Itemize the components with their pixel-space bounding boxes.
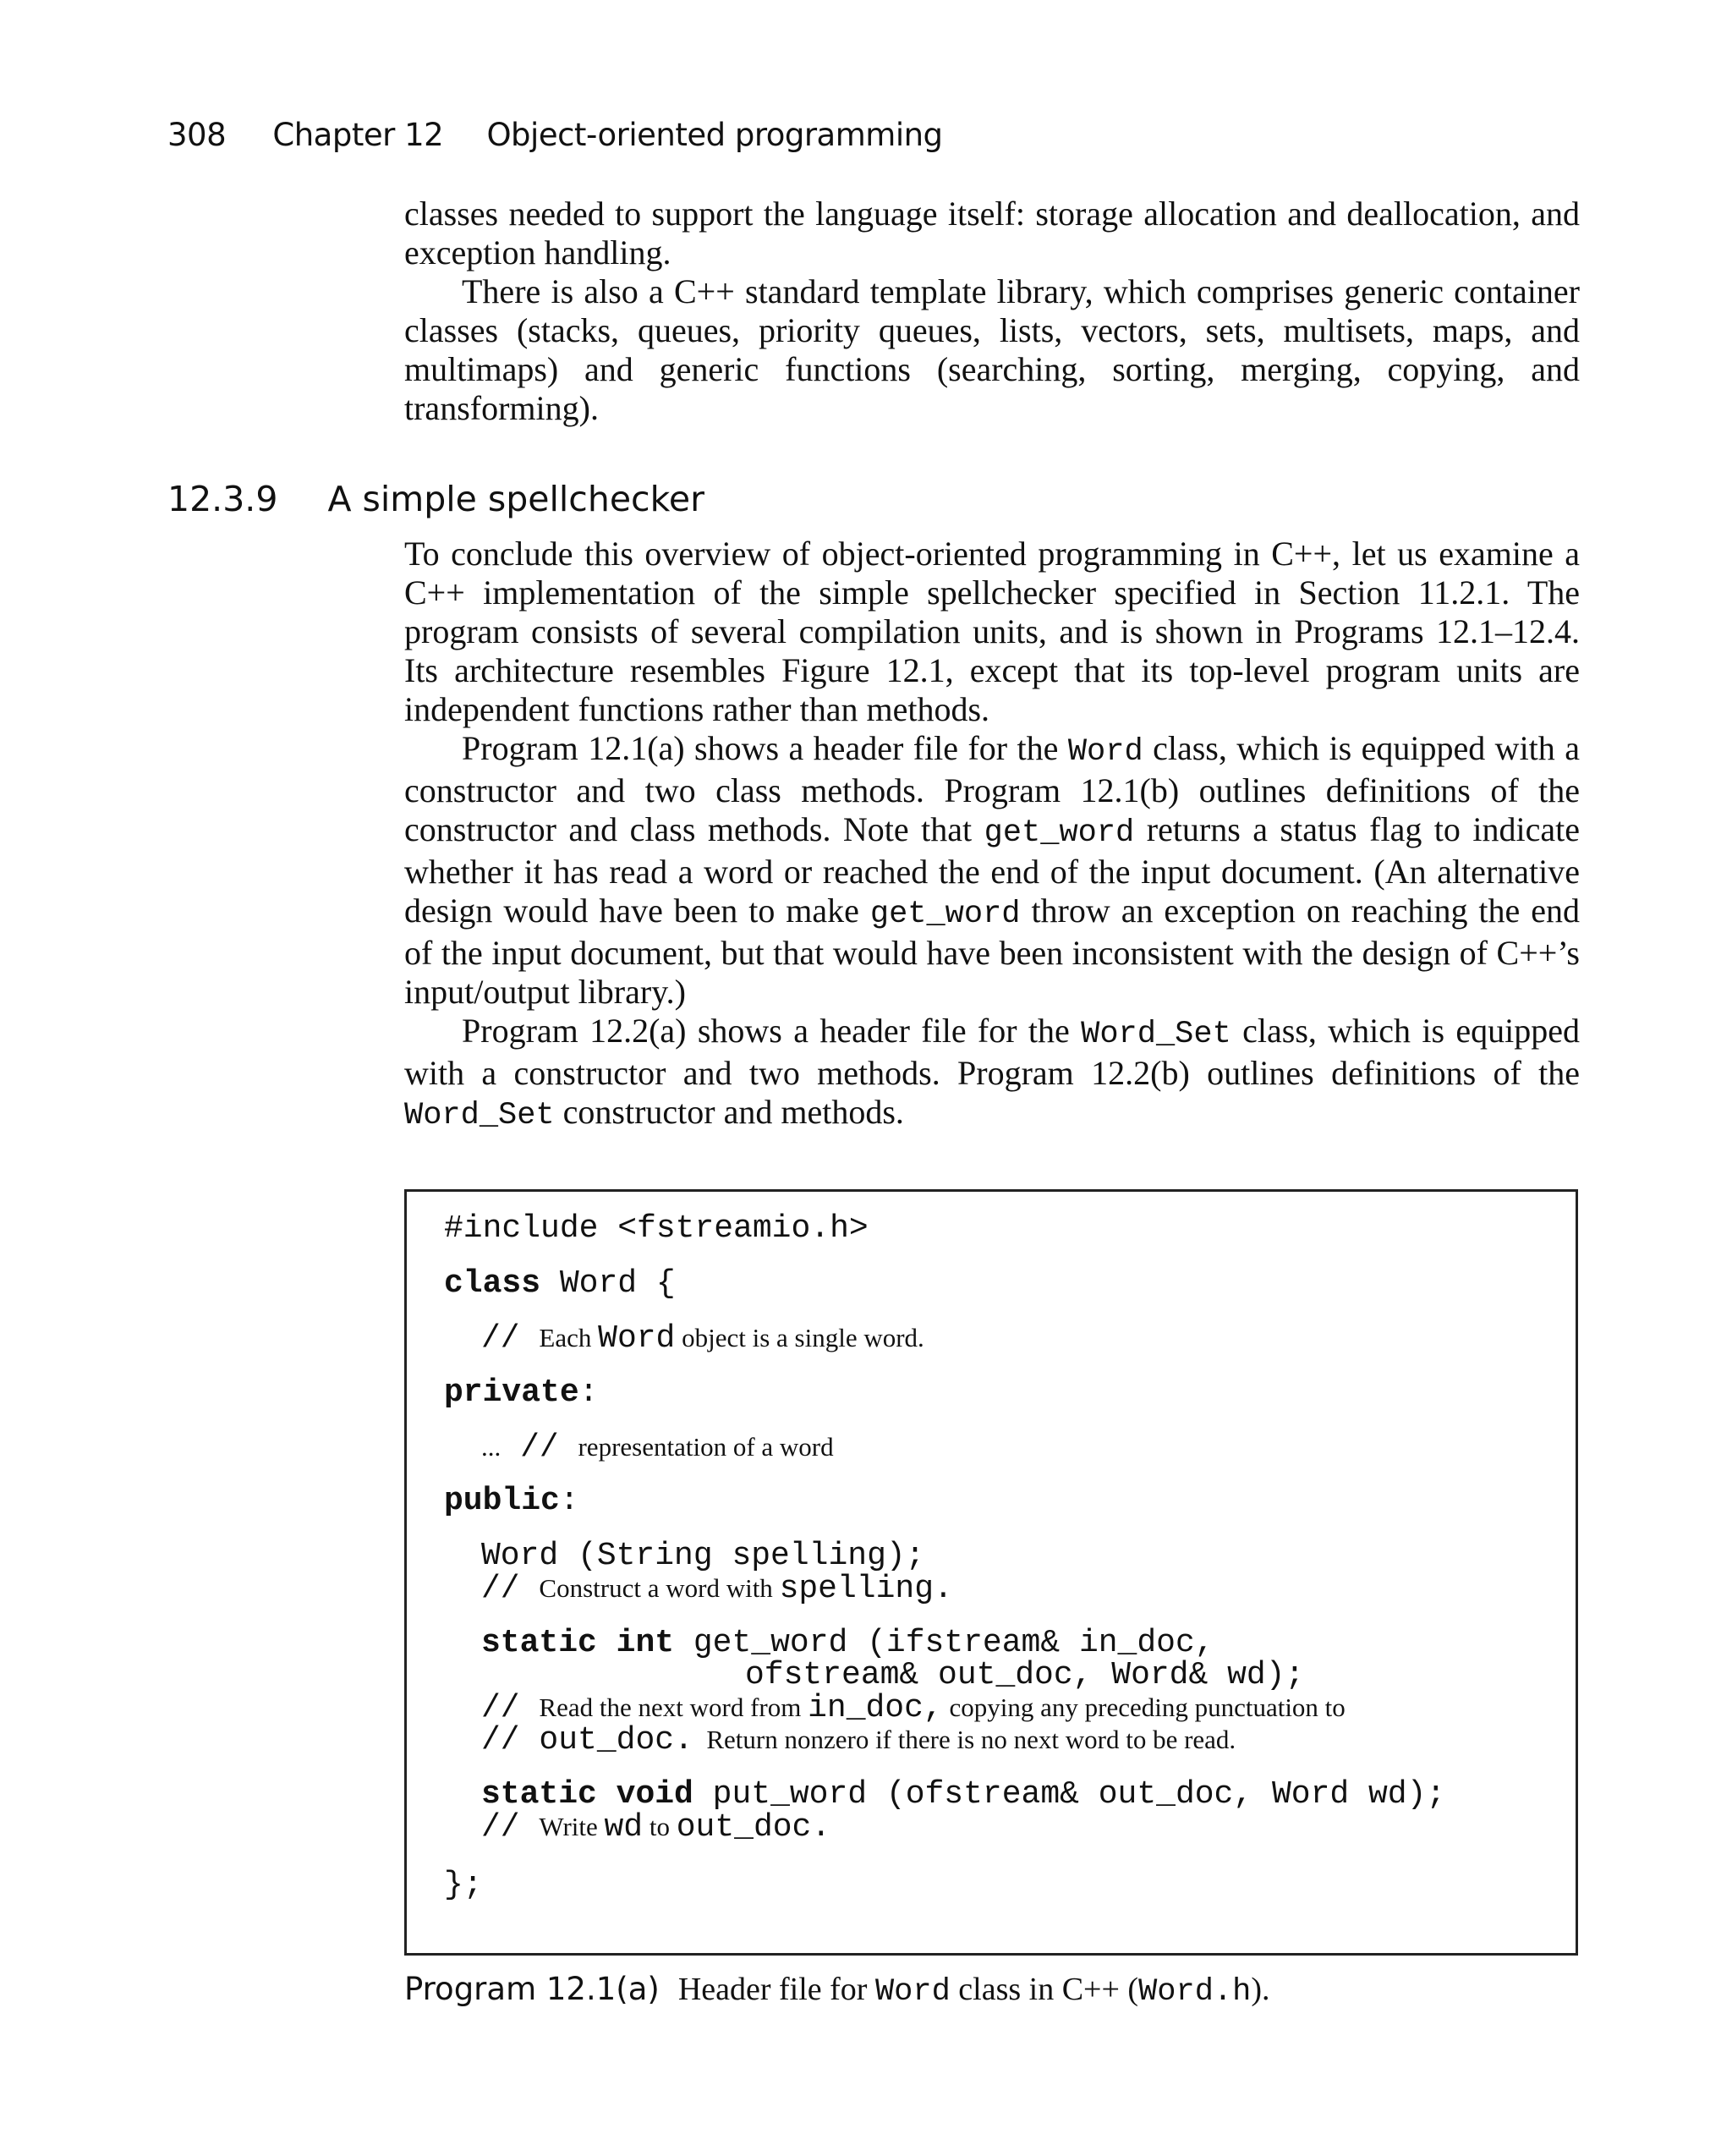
caption-text: ). <box>1251 1972 1270 2007</box>
comment-text: Each <box>539 1323 599 1352</box>
chapter-title: Object-oriented programming <box>486 117 943 153</box>
code-comment <box>481 1691 1346 1725</box>
comment-code: wd <box>604 1809 644 1846</box>
keyword: static <box>481 1625 597 1661</box>
comment-marker: // <box>520 1429 578 1466</box>
comment-text: Write <box>539 1812 605 1841</box>
inline-code: Word <box>1067 734 1143 770</box>
comment-code: Word <box>598 1320 676 1357</box>
code-line-close: }; <box>444 1867 483 1903</box>
code-line-class <box>444 1267 676 1301</box>
inline-code: get_word <box>869 897 1021 932</box>
code-comment <box>481 1572 953 1606</box>
text-run: class, which is equipped with a constructor and two class methods. Program 12.1(b) outlines definitions of the constructor and class methods. Note that <box>404 729 1580 848</box>
comment-code: out_doc. <box>676 1809 831 1846</box>
comment-code: spelling. <box>779 1571 953 1607</box>
text-run: constructor and methods. <box>554 1093 904 1131</box>
code-line-public <box>444 1484 579 1518</box>
paragraph: There is also a C++ standard template library, which comprises generic container classes (stacks, queues, priority queues, lists, vectors, sets, multisets, maps, and multimaps) and generic functions (searching, sorting, merging, copying, and transforming). <box>404 272 1580 427</box>
program-caption <box>404 1971 1269 2010</box>
paragraph: classes needed to support the language itself: storage allocation and deallocation, and exception handling. <box>404 195 1580 272</box>
comment-code: in_doc, <box>808 1690 943 1726</box>
code-line-put-word <box>481 1778 1445 1812</box>
paragraph: To conclude this overview of object-oriented programming in C++, let us examine a C++ implementation of the simple spellchecker specified in Section 11.2.1. The program consists of several compilation units, and is shown in Programs 12.1–12.4. Its architecture resembles Figure 12.1, except that its top-level program units are independent functions rather than methods. <box>404 535 1580 728</box>
text-run: returns a status flag to indicate whether it has read a word or reached the end of the input document. (An alternative design would have been to make <box>404 810 1580 930</box>
comment-text: Return nonzero if there is no next word to be read. <box>693 1725 1236 1754</box>
comment-marker: // <box>481 1722 540 1758</box>
code-text: get_word (ifstream& in_doc, <box>674 1625 1214 1661</box>
text-run: Program 12.2(a) shows a header file for the <box>462 1012 1082 1050</box>
running-head <box>167 117 943 153</box>
section-text <box>404 535 1580 1135</box>
caption-text: class in C++ ( <box>950 1972 1139 2007</box>
comment-text: Read the next word from <box>539 1692 808 1722</box>
comment-text: representation of a word <box>578 1432 834 1462</box>
code-line-constructor: Word (String spelling); <box>481 1538 925 1574</box>
keyword: int <box>616 1625 675 1661</box>
inline-code: Word_Set <box>404 1098 555 1133</box>
inline-code: get_word <box>984 815 1135 851</box>
caption-code: Word <box>874 1974 951 2010</box>
intro-text <box>404 195 1580 428</box>
page-number: 308 <box>167 117 227 153</box>
comment-marker: // <box>481 1690 540 1726</box>
paragraph <box>404 1012 1580 1135</box>
code-text: put_word (ofstream& out_doc, Word wd); <box>693 1776 1446 1813</box>
code-text: : <box>578 1374 599 1411</box>
code-text: : <box>559 1483 579 1519</box>
code-comment <box>481 1810 830 1845</box>
comment-code: out_doc. <box>539 1722 693 1758</box>
code-line-private <box>444 1376 598 1410</box>
caption-code: Word.h <box>1138 1974 1252 2010</box>
section-number: 12.3.9 <box>167 479 278 519</box>
code-comment <box>481 1321 924 1356</box>
inline-code: Word_Set <box>1081 1017 1231 1052</box>
comment-text: object is a single word. <box>675 1323 924 1352</box>
keyword: void <box>616 1776 693 1813</box>
paragraph <box>404 729 1580 1012</box>
keyword: private <box>444 1374 579 1411</box>
code-comment <box>481 1723 1236 1758</box>
code-text: Word { <box>540 1265 676 1302</box>
keyword: class <box>444 1265 541 1302</box>
section-title: A simple spellchecker <box>327 479 704 519</box>
comment-text: to <box>643 1812 677 1841</box>
section-heading <box>167 479 704 519</box>
comment-marker: // <box>481 1809 540 1846</box>
code-listing <box>404 1189 1578 1956</box>
code-line-include: #include <fstreamio.h> <box>444 1210 869 1247</box>
text-run: class, which is equipped with a constructor and two methods. Program 12.2(b) outlines definitions of the <box>404 1012 1581 1092</box>
text-run: Program 12.1(a) shows a header file for the <box>462 729 1068 767</box>
chapter-label: Chapter 12 <box>272 117 444 153</box>
code-line-get-word <box>481 1627 1214 1660</box>
caption-label: Program 12.1(a) <box>404 1971 660 2007</box>
text-run: throw an exception on reaching the end of the input document, but that would have been inconsistent with the design of C++’s input/output library.) <box>404 891 1580 1011</box>
ellipsis: ... <box>481 1432 502 1462</box>
caption-text: Header file for <box>677 1972 875 2007</box>
comment-marker: // <box>481 1320 540 1357</box>
keyword: public <box>444 1483 560 1519</box>
keyword: static <box>481 1776 597 1813</box>
comment-text: Construct a word with <box>539 1573 780 1603</box>
comment-text: copying any preceding punctuation to <box>942 1692 1346 1722</box>
code-comment <box>481 1430 834 1465</box>
comment-marker: // <box>481 1571 540 1607</box>
code-line-get-word-cont: ofstream& out_doc, Word& wd); <box>745 1657 1305 1693</box>
